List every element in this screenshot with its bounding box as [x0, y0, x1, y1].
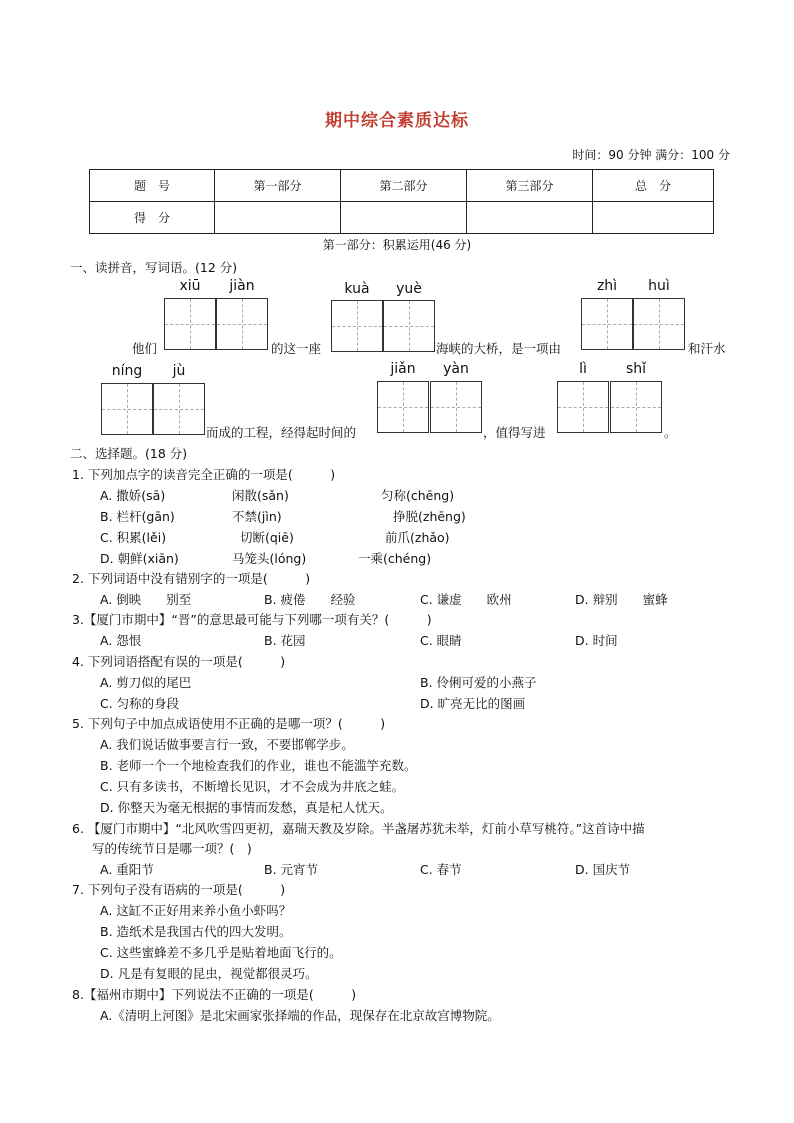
option[interactable]: B. 花园: [264, 633, 306, 648]
question-stem: 6. 【厦门市期中】“北风吹雪四更初，嘉瑞天教及岁除。半盏屠苏犹未举，灯前小草写桃符。”这首诗中描: [72, 821, 645, 836]
pinyin: shǐ: [625, 361, 647, 377]
table-header: 题 号: [90, 170, 215, 202]
option[interactable]: C. 这些蜜蜂差不多几乎是贴着地面飞行的。: [100, 945, 342, 960]
score-cell[interactable]: [341, 202, 467, 234]
pinyin: yàn: [443, 361, 469, 377]
table-header: 总 分: [593, 170, 714, 202]
section2-heading: 二、选择题。(18 分): [70, 446, 188, 461]
page-title: 期中综合素质达标: [325, 111, 469, 131]
table-row: [90, 202, 714, 234]
option[interactable]: D. 凡是有复眼的昆虫，视觉都很灵巧。: [100, 966, 318, 981]
option[interactable]: C. 眼睛: [420, 633, 462, 648]
score-cell[interactable]: [467, 202, 593, 234]
option[interactable]: D. 朝鲜(xiān): [100, 551, 179, 566]
writing-box[interactable]: [331, 300, 383, 352]
option[interactable]: D. 你整天为毫无根据的事情而发愁，真是杞人忧天。: [100, 800, 393, 815]
option[interactable]: A.《清明上河图》是北宋画家张择端的作品，现保存在北京故宫博物院。: [100, 1008, 500, 1023]
table-row: [90, 170, 714, 202]
writing-box[interactable]: [430, 381, 482, 433]
sentence-text: 。: [664, 425, 677, 440]
sentence-text: ，值得写进: [483, 425, 546, 440]
pinyin: kuà: [344, 281, 370, 297]
writing-box[interactable]: [164, 298, 216, 350]
question-stem-cont: 写的传统节日是哪一项？( ): [92, 841, 252, 856]
option[interactable]: A. 怨恨: [100, 633, 142, 648]
option[interactable]: C. 匀称的身段: [100, 696, 180, 711]
option[interactable]: C. 积累(lěi): [100, 530, 167, 545]
option[interactable]: A. 这缸不正好用来养小鱼小虾吗？: [100, 903, 292, 918]
option[interactable]: C. 谦虚 欧州: [420, 592, 512, 607]
option[interactable]: C. 春节: [420, 862, 462, 877]
option[interactable]: D. 时间: [575, 633, 618, 648]
writing-box[interactable]: [216, 298, 268, 350]
option[interactable]: B. 疲倦 经验: [264, 592, 356, 607]
pinyin: jiǎn: [390, 361, 416, 377]
option-part: 不禁(jìn): [232, 509, 282, 524]
option-part: 前爪(zhǎo): [385, 530, 450, 545]
option[interactable]: A. 剪刀似的尾巴: [100, 675, 192, 690]
option-part: 匀称(chēng): [381, 488, 455, 503]
option[interactable]: A. 重阳节: [100, 862, 154, 877]
pinyin: xiū: [179, 278, 201, 294]
writing-box[interactable]: [377, 381, 429, 433]
pinyin: yuè: [396, 281, 422, 297]
question-stem: 1. 下列加点字的读音完全正确的一项是( ): [72, 467, 336, 482]
table-header: 第一部分: [215, 170, 341, 202]
sentence-text: 海峡的大桥，是一项由: [436, 341, 562, 356]
writing-box[interactable]: [383, 300, 435, 352]
option[interactable]: A. 我们说话做事要言行一致，不要邯郸学步。: [100, 737, 354, 752]
option[interactable]: A. 撒娇(sā): [100, 488, 166, 503]
sentence-text: 而成的工程，经得起时间的: [206, 425, 357, 440]
option[interactable]: B. 栏杆(gān): [100, 509, 175, 524]
option[interactable]: C. 只有多读书，不断增长见识，才不会成为井底之蛙。: [100, 779, 405, 794]
option[interactable]: B. 造纸术是我国古代的四大发明。: [100, 924, 292, 939]
option-part: 一乘(chéng): [358, 551, 432, 566]
pinyin: níng: [111, 363, 143, 379]
question-stem: 3.【厦门市期中】“晋”的意思最可能与下列哪一项有关？( ): [72, 612, 432, 627]
time-info: 时间：90 分钟 满分：100 分: [572, 148, 730, 162]
score-label: 得 分: [90, 202, 215, 234]
writing-box[interactable]: [153, 383, 205, 435]
pinyin: jù: [172, 363, 186, 379]
question-stem: 8.【福州市期中】下列说法不正确的一项是( ): [72, 987, 357, 1002]
sentence-text: 和汗水: [688, 341, 726, 356]
option[interactable]: A. 倒映 别至: [100, 592, 192, 607]
writing-box[interactable]: [633, 298, 685, 350]
option-part: 马笼头(lóng): [232, 551, 307, 566]
question-stem: 4. 下列词语搭配有误的一项是( ): [72, 654, 286, 669]
pinyin: zhì: [596, 278, 618, 294]
writing-box[interactable]: [101, 383, 153, 435]
question-stem: 2. 下列词语中没有错别字的一项是( ): [72, 571, 311, 586]
table-header: 第三部分: [467, 170, 593, 202]
sentence-text: 他们: [132, 341, 158, 356]
table-header: 第二部分: [341, 170, 467, 202]
section1-heading: 一、读拼音，写词语。(12 分): [70, 260, 238, 275]
option[interactable]: B. 老师一个一个地检查我们的作业，谁也不能滥竽充数。: [100, 758, 417, 773]
part1-heading: 第一部分：积累运用(46 分): [322, 238, 472, 252]
sentence-text: 的这一座: [271, 341, 322, 356]
score-table: [89, 169, 714, 234]
score-cell[interactable]: [215, 202, 341, 234]
pinyin: jiàn: [229, 278, 255, 294]
writing-box[interactable]: [610, 381, 662, 433]
writing-box[interactable]: [581, 298, 633, 350]
option-part: 闲散(sǎn): [232, 488, 289, 503]
question-stem: 7. 下列句子没有语病的一项是( ): [72, 882, 286, 897]
option[interactable]: D. 国庆节: [575, 862, 631, 877]
pinyin: lì: [579, 361, 587, 377]
option[interactable]: D. 旷亮无比的图画: [420, 696, 526, 711]
option[interactable]: D. 辩别 蜜蜂: [575, 592, 668, 607]
question-stem: 5. 下列句子中加点成语使用不正确的是哪一项？( ): [72, 716, 386, 731]
option-part: 挣脱(zhēng): [393, 509, 466, 524]
option[interactable]: B. 伶俐可爱的小燕子: [420, 675, 537, 690]
score-cell[interactable]: [593, 202, 714, 234]
pinyin: huì: [648, 278, 670, 294]
option[interactable]: B. 元宵节: [264, 862, 319, 877]
option-part: 切断(qiē): [240, 530, 294, 545]
writing-box[interactable]: [557, 381, 609, 433]
